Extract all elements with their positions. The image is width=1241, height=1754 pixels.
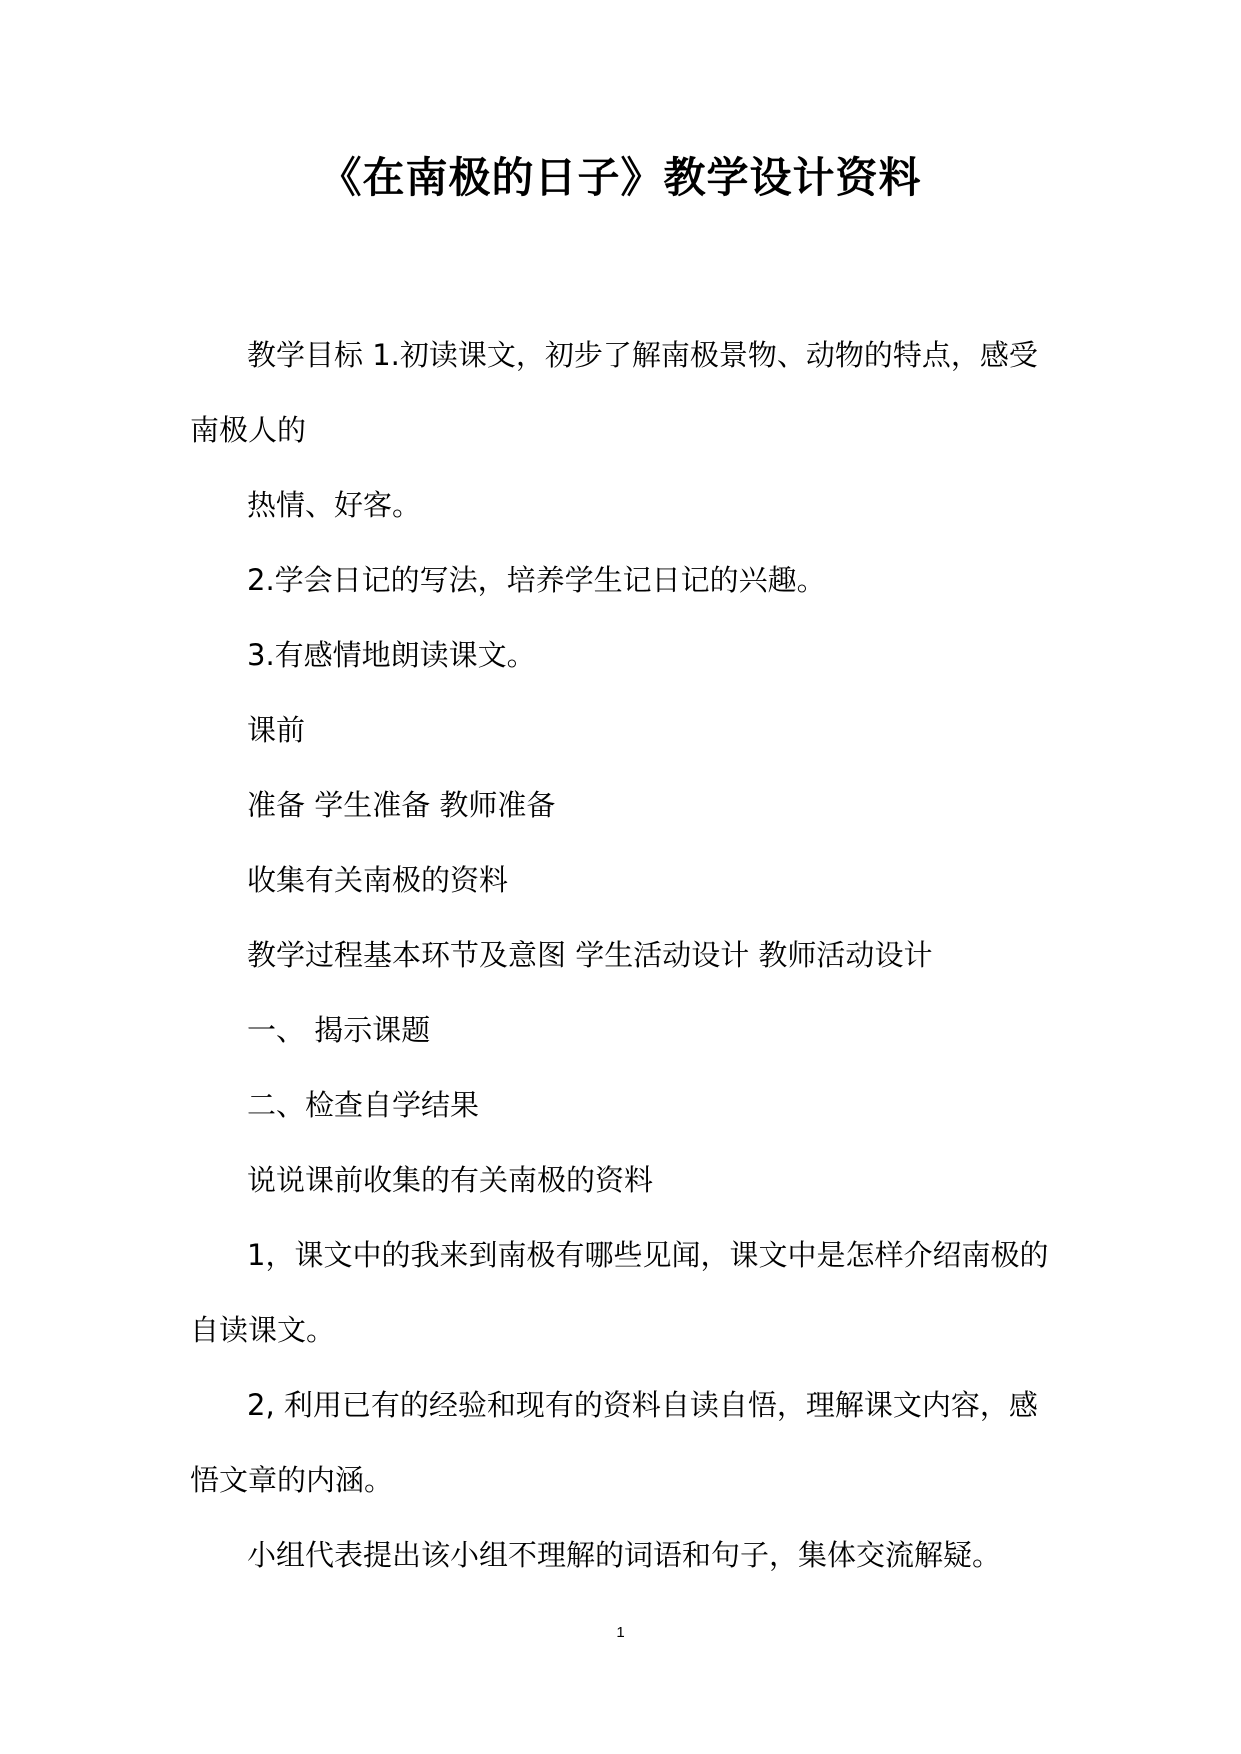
text-line: 2.学会日记的写法，培养学生记日记的兴趣。 [247, 563, 826, 597]
text-line: 1，课文中的我来到南极有哪些见闻，课文中是怎样介绍南极的 [247, 1238, 1049, 1272]
text-line: 准备 学生准备 教师准备 [247, 788, 556, 822]
page-number: 1 [616, 1624, 625, 1641]
text-line: 小组代表提出该小组不理解的词语和句子，集体交流解疑。 [247, 1538, 1002, 1572]
text-line: 教学目标 1.初读课文，初步了解南极景物、动物的特点，感受 [247, 338, 1038, 372]
document-title: 《在南极的日子》教学设计资料 [319, 153, 922, 202]
text-line: 说说课前收集的有关南极的资料 [247, 1163, 654, 1197]
text-line: 教学过程基本环节及意图 学生活动设计 教师活动设计 [247, 938, 933, 972]
text-line: 悟文章的内涵。 [190, 1463, 394, 1497]
text-line: 南极人的 [190, 413, 307, 447]
text-line: 2, 利用已有的经验和现有的资料自读自悟，理解课文内容，感 [247, 1388, 1038, 1422]
text-line: 一、 揭示课题 [247, 1013, 431, 1047]
text-line: 自读课文。 [190, 1313, 336, 1347]
text-line: 收集有关南极的资料 [247, 863, 509, 897]
text-line: 二、检查自学结果 [247, 1088, 480, 1122]
text-line: 热情、好客。 [247, 488, 422, 522]
text-line: 3.有感情地朗读课文。 [247, 638, 536, 672]
text-line: 课前 [247, 713, 306, 747]
